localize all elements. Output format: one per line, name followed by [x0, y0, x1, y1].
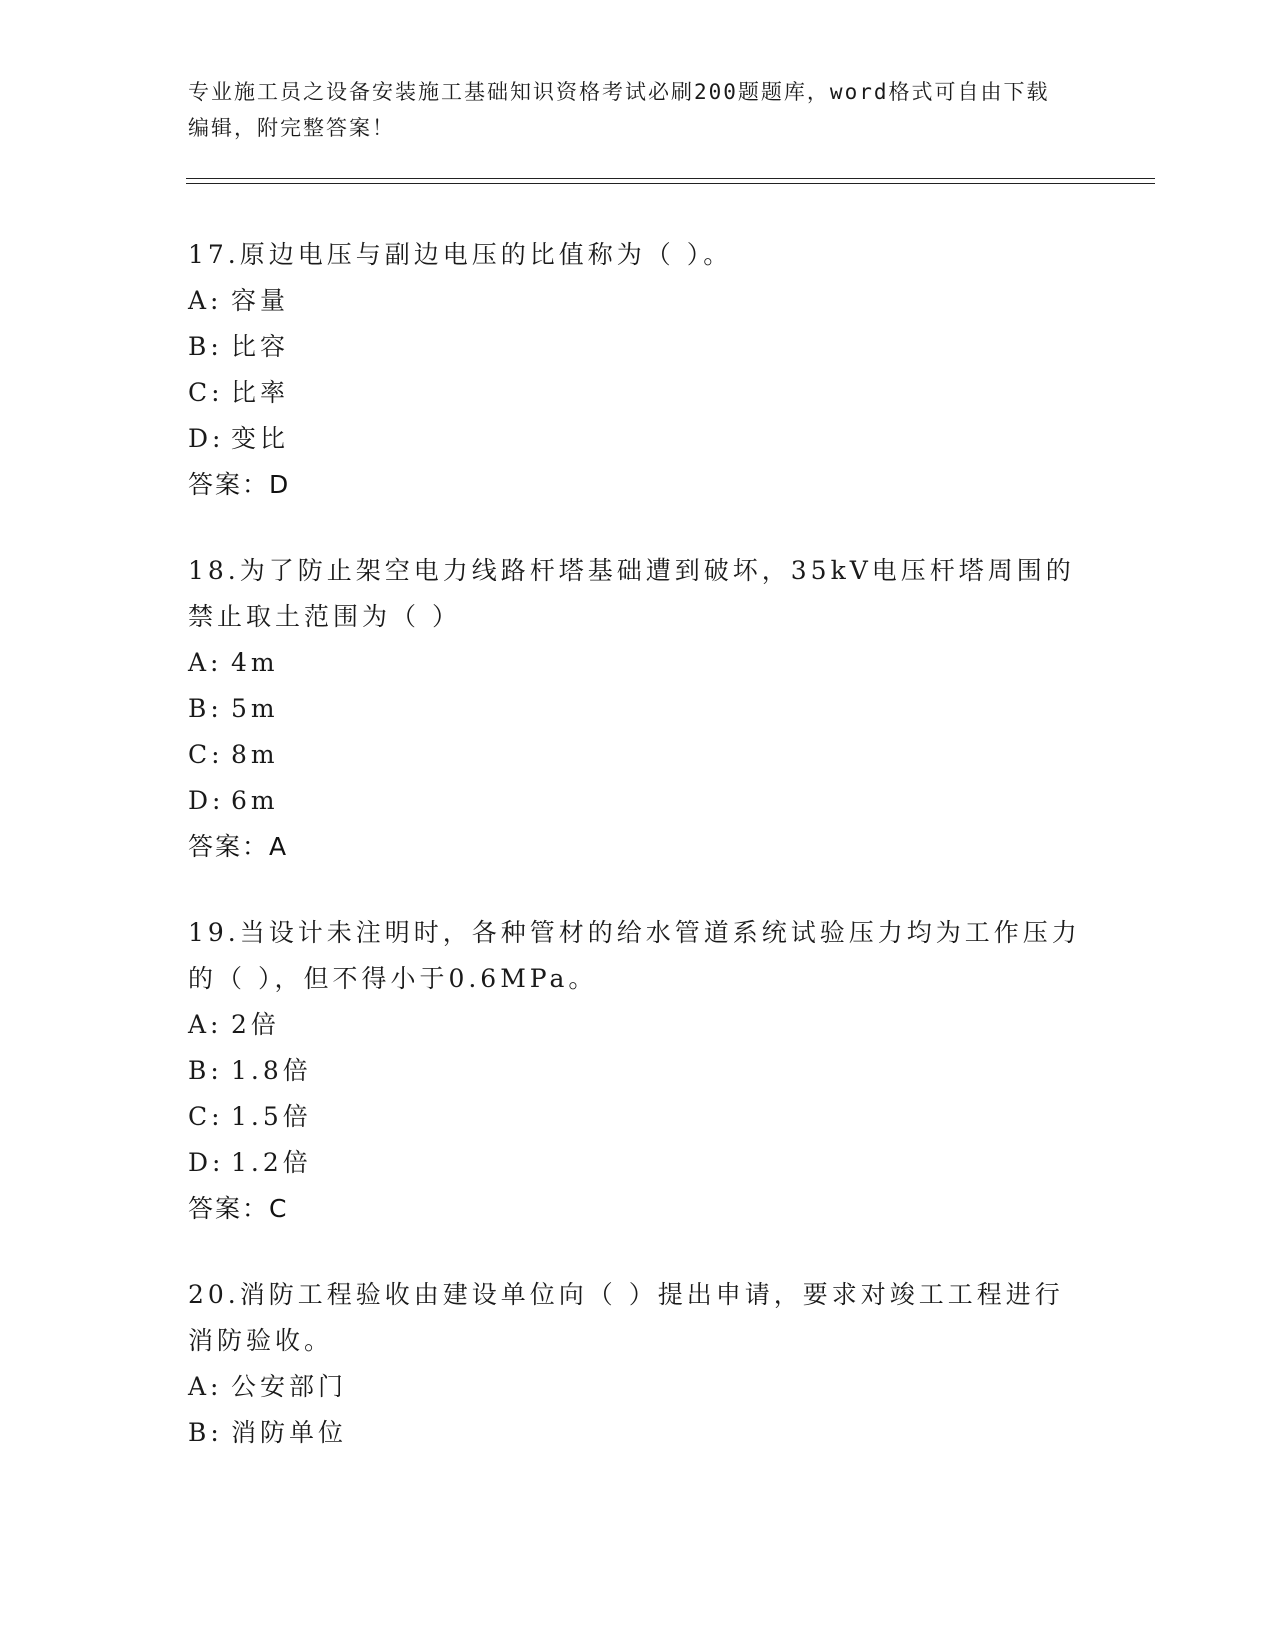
- option-letter: D:: [188, 1148, 225, 1177]
- option-letter: D:: [188, 786, 225, 815]
- option-text: 8m: [231, 740, 279, 769]
- option-letter: B:: [188, 332, 223, 361]
- option-a: [188, 640, 1088, 686]
- answer-line: 答案：A: [188, 832, 289, 861]
- option-letter: B:: [188, 1418, 223, 1447]
- option-a: [188, 1364, 1088, 1410]
- option-b: [188, 1048, 1088, 1094]
- question-list: [188, 232, 1088, 1496]
- option-text: 比容: [231, 332, 290, 361]
- question-19: [188, 910, 1088, 1232]
- option-a: [188, 1002, 1088, 1048]
- option-d: [188, 778, 1088, 824]
- option-text: 公安部门: [231, 1372, 348, 1401]
- option-text: 6m: [231, 786, 279, 815]
- answer-line: 答案：C: [188, 1194, 289, 1223]
- option-text: 4m: [231, 648, 279, 677]
- question-18: [188, 548, 1088, 870]
- option-letter: A:: [188, 1372, 223, 1401]
- option-letter: A:: [188, 1010, 223, 1039]
- option-d: [188, 416, 1088, 462]
- option-a: [188, 278, 1088, 324]
- option-text: 1.8倍: [231, 1056, 312, 1085]
- option-text: 消防单位: [231, 1418, 348, 1447]
- option-letter: A:: [188, 286, 223, 315]
- option-letter: B:: [188, 1056, 223, 1085]
- option-letter: C:: [188, 378, 224, 407]
- answer-line: 答案：D: [188, 470, 291, 499]
- option-text: 5m: [231, 694, 279, 723]
- question-17: [188, 232, 1088, 508]
- header-divider-top: [186, 178, 1155, 179]
- option-text: 1.2倍: [231, 1148, 312, 1177]
- option-text: 比率: [231, 378, 290, 407]
- option-letter: C:: [188, 1102, 224, 1131]
- option-letter: A:: [188, 648, 223, 677]
- option-letter: C:: [188, 740, 224, 769]
- header-divider-bottom: [186, 183, 1155, 184]
- option-b: [188, 1410, 1088, 1456]
- question-20: [188, 1272, 1088, 1456]
- option-text: 容量: [231, 286, 290, 315]
- question-stem: 20.消防工程验收由建设单位向（ ）提出申请，要求对竣工工程进行消防验收。: [188, 1280, 1064, 1355]
- option-b: [188, 324, 1088, 370]
- option-text: 1.5倍: [231, 1102, 312, 1131]
- option-d: [188, 1140, 1088, 1186]
- option-text: 2倍: [231, 1010, 280, 1039]
- question-stem: 19.当设计未注明时，各种管材的给水管道系统试验压力均为工作压力的（ ），但不得小于0.6MPa。: [188, 918, 1081, 993]
- question-stem: 17.原边电压与副边电压的比值称为（ ）。: [188, 240, 733, 269]
- option-text: 变比: [231, 424, 290, 453]
- option-b: [188, 686, 1088, 732]
- option-c: [188, 370, 1088, 416]
- option-c: [188, 732, 1088, 778]
- option-letter: D:: [188, 424, 225, 453]
- document-header-title: 专业施工员之设备安装施工基础知识资格考试必刷200题题库，word格式可自由下载编辑，附完整答案！: [188, 80, 1050, 140]
- option-letter: B:: [188, 694, 223, 723]
- question-stem: 18.为了防止架空电力线路杆塔基础遭到破坏，35kV电压杆塔周围的禁止取土范围为（ ）: [188, 556, 1075, 631]
- option-c: [188, 1094, 1088, 1140]
